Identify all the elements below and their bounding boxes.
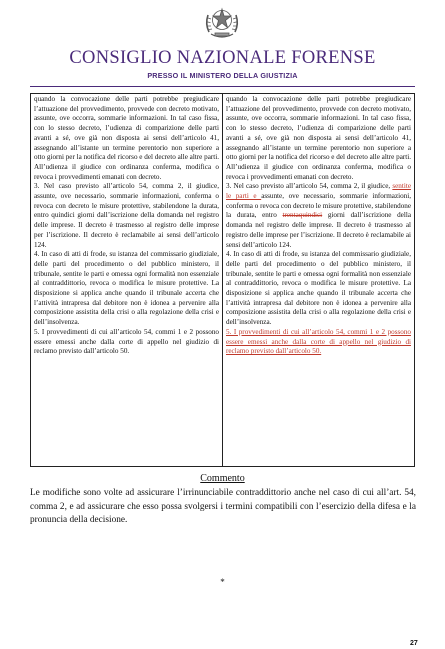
amended-text: assunte, ove necessario, sommarie informazioni, conferma o revoca con decreto le misure protettive, stabilendone la durata, entro (226, 192, 412, 220)
original-paragraph: 4. In caso di atti di frode, su istanza del commissario giudiziale, delle parti del procedimento o del pubblico ministero, il tribunale, sentite le parti e omessa ogni formalità non essenziale al contraddittorio, revoca o modifica le misure protettive. La disposizione si applica anche quando il tribunale accerta che l’attività intrapresa dal debitore non è idonea a pervenire alla composizione assistita della crisi o alla regolazione della crisi e dell’insolvenza. (34, 250, 219, 327)
amended-paragraph (226, 182, 411, 250)
comment-body: Le modifiche sono volte ad assicurare l’irrinunciabile contraddittorio anche nel caso di cui all’art. 54, comma 2, e ad assicurare che esso possa svolgersi i termini compatibili con l’esercizio della difesa e la pronuncia della decisione. (30, 488, 416, 526)
amended-paragraph: 4. In caso di atti di frode, su istanza del commissario giudiziale, delle parti del procedimento o del pubblico ministero, il tribunale, sentite le parti e omessa ogni formalità non essenziale al contraddittorio, revoca o modifica le misure protettive. La disposizione si applica anche quando il tribunale accerta che l’attività intrapresa dal debitore non è idonea a pervenire alla composizione assistita della crisi o alla regolazione della crisi e dell’insolvenza. (226, 250, 411, 327)
original-paragraph: 3. Nel caso previsto all’articolo 54, comma 2, il giudice, assunte, ove necessario, sommarie informazioni, conferma o revoca con decreto le misure protettive, stabilendone la durata, entro quindici giorni dall’iscrizione della domanda nel registro delle imprese. Il decreto è trasmesso al registro delle imprese per l’iscrizione. Il decreto è reclamabile ai sensi dell’articolo 124. (34, 182, 219, 249)
amended-text: 3. Nel caso previsto all’articolo 54, comma 2, il giudice, (226, 182, 393, 191)
deleted-text: trentaquindici (282, 211, 323, 220)
organization-title: CONSIGLIO NAZIONALE FORENSE (69, 48, 376, 68)
original-paragraph: quando la convocazione delle parti potrebbe pregiudicare l’attuazione del provvedimento, provvede con decreto motivato, assunte, ove occorra, sommarie informazioni. In tal caso fissa, con lo stesso decreto, l’udienza di comparizione delle parti avanti a sé, ove già non disposta ai sensi dell’articolo 41, assegnando all’istante un termine perentorio non superiore a otto giorni per la notifica del ricorso e del decreto alle altre parti. All’udienza il giudice con ordinanza conferma, modifica o revoca i provvedimenti emanati con decreto. (34, 95, 219, 181)
italian-republic-emblem-icon (201, 6, 243, 46)
table-row (31, 94, 415, 467)
original-text-column (31, 94, 223, 467)
page-number: 27 (410, 640, 418, 647)
section-separator: * (220, 577, 225, 587)
organization-subtitle: PRESSO IL MINISTERO DELLA GIUSTIZIA (147, 71, 298, 80)
header-separator (30, 86, 415, 87)
inserted-text: sentite le parti e (226, 182, 411, 201)
comment-heading: Commento (200, 473, 245, 484)
original-paragraph: 5. I provvedimenti di cui all’articolo 54, commi 1 e 2 possono essere emessi anche dalla corte di appello nel giudizio di reclamo previsto dall’articolo 50. (34, 327, 219, 356)
amended-paragraph: quando la convocazione delle parti potrebbe pregiudicare l’attuazione del provvedimento, provvede con decreto motivato, assunte, ove occorra, sommarie informazioni. In tal caso fissa, con lo stesso decreto, l’udienza di comparizione delle parti avanti a sé, ove già non disposta ai sensi dell’articolo 41, assegnando all’istante un termine perentorio non superiore a otto giorni per la notifica del ricorso e del decreto alle altre parti. All’udienza il giudice con ordinanza conferma, modifica o revoca i provvedimenti emanati con decreto. (226, 95, 411, 181)
amended-paragraph: 5. I provvedimenti di cui all’articolo 54, commi 1 e 2 possono essere emessi anche dalla corte di appello nel giudizio di reclamo previsto dall’articolo 50. (226, 327, 411, 356)
comparison-table (30, 93, 415, 467)
amended-text: giorni dall’iscrizione della domanda nel registro delle imprese. Il decreto è trasmesso al registro delle imprese per l’iscrizione. Il decreto è reclamabile ai sensi dell’articolo 124. (226, 211, 411, 249)
amended-text-column (223, 94, 415, 467)
